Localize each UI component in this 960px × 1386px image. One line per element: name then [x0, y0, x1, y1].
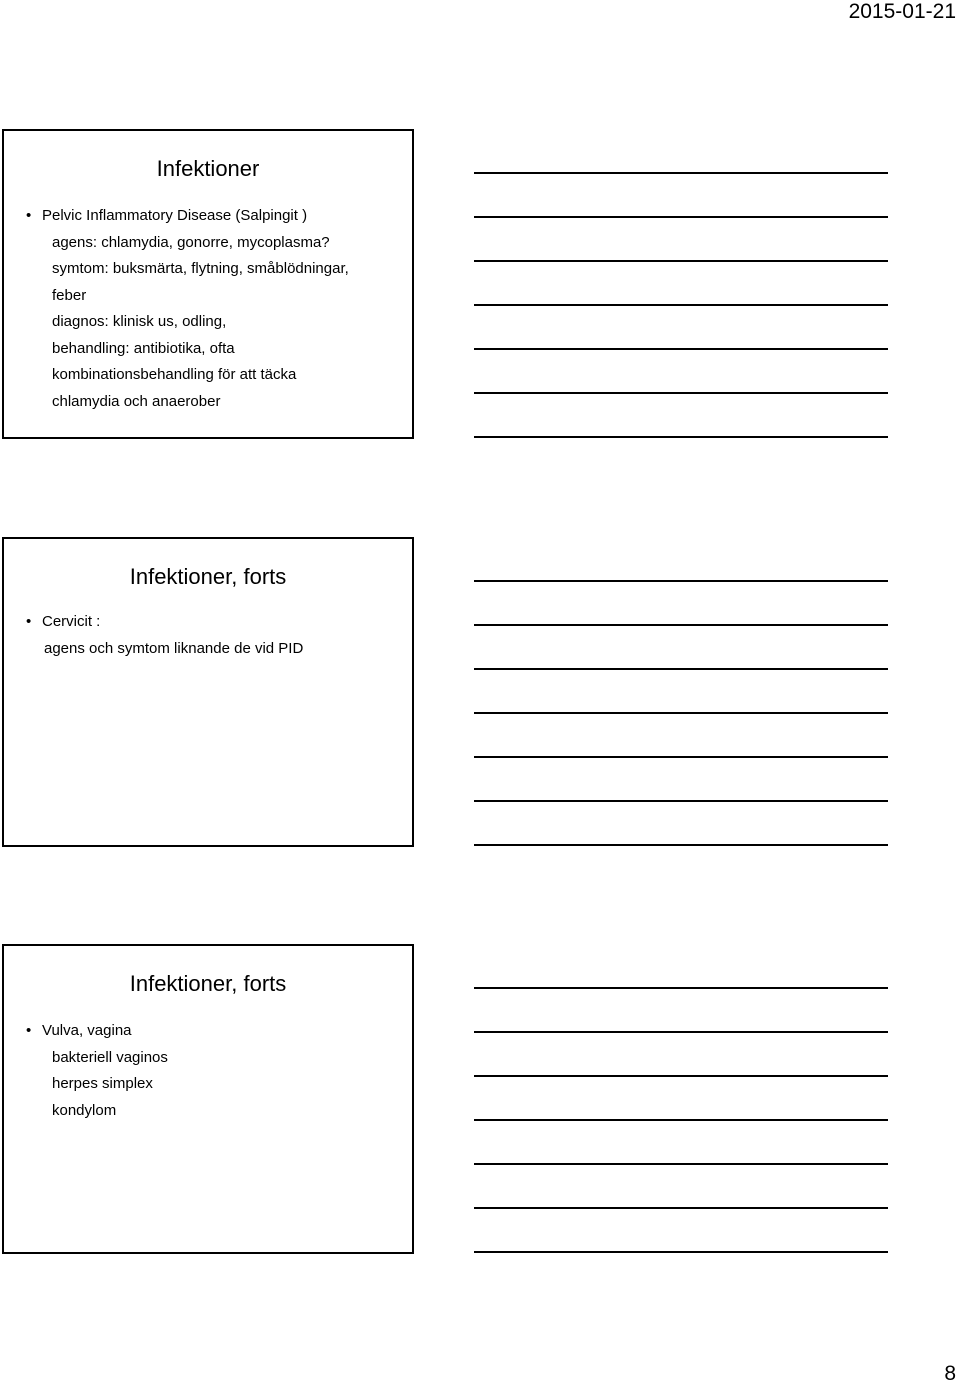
- slide-title: Infektioner, forts: [129, 971, 287, 996]
- body-line: agens: chlamydia, gonorre, mycoplasma?: [52, 233, 330, 251]
- slide-title: Infektioner, forts: [129, 564, 287, 589]
- note-line: [474, 392, 888, 394]
- body-line: kondylom: [52, 1101, 117, 1119]
- note-line: [474, 580, 888, 582]
- bullet-icon: •: [26, 613, 32, 630]
- note-line: [474, 756, 888, 758]
- body-line: diagnos: klinisk us, odling,: [52, 313, 227, 330]
- body-line: agens och symtom liknande de vid PID: [44, 639, 304, 657]
- slide-body: [26, 203, 404, 415]
- note-line: [474, 436, 888, 438]
- note-line: [474, 1163, 888, 1165]
- body-line: kombinationsbehandling för att täcka: [52, 366, 297, 383]
- slide-body: [26, 609, 404, 662]
- bullet-item: • Cervicit :: [26, 609, 404, 636]
- bullet-icon: •: [26, 207, 32, 224]
- note-line: [474, 172, 888, 174]
- page-number: 8: [944, 1362, 956, 1385]
- header-date: 2015-01-21: [848, 0, 956, 23]
- note-line: [474, 712, 888, 714]
- note-line: [474, 216, 888, 218]
- note-line: [474, 800, 888, 802]
- body-line: feber: [52, 286, 87, 304]
- body-line: chlamydia och anaerober: [52, 392, 221, 410]
- bullet-item: • Pelvic Inflammatory Disease (Salpingit ): [26, 203, 404, 230]
- note-line: [474, 844, 888, 846]
- note-line: [474, 987, 888, 989]
- note-line: [474, 260, 888, 262]
- body-line: behandling: antibiotika, ofta: [52, 339, 235, 357]
- body-line: herpes simplex: [52, 1075, 153, 1092]
- slide-2: [2, 537, 414, 847]
- note-line: [474, 1207, 888, 1209]
- body-line: bakteriell vaginos: [52, 1048, 168, 1066]
- slide-body: [26, 1018, 404, 1124]
- note-line: [474, 624, 888, 626]
- body-line: symtom: buksmärta, flytning, småblödningar,: [52, 260, 349, 277]
- note-line: [474, 1119, 888, 1121]
- note-line: [474, 1075, 888, 1077]
- note-line: [474, 1031, 888, 1033]
- slide-1: [2, 129, 414, 439]
- bullet-icon: •: [26, 1022, 32, 1039]
- note-line: [474, 1251, 888, 1253]
- note-line: [474, 304, 888, 306]
- bullet-item: • Vulva, vagina: [26, 1018, 404, 1045]
- note-line: [474, 668, 888, 670]
- slide-3: [2, 944, 414, 1254]
- slide-title: Infektioner: [156, 156, 260, 181]
- note-line: [474, 348, 888, 350]
